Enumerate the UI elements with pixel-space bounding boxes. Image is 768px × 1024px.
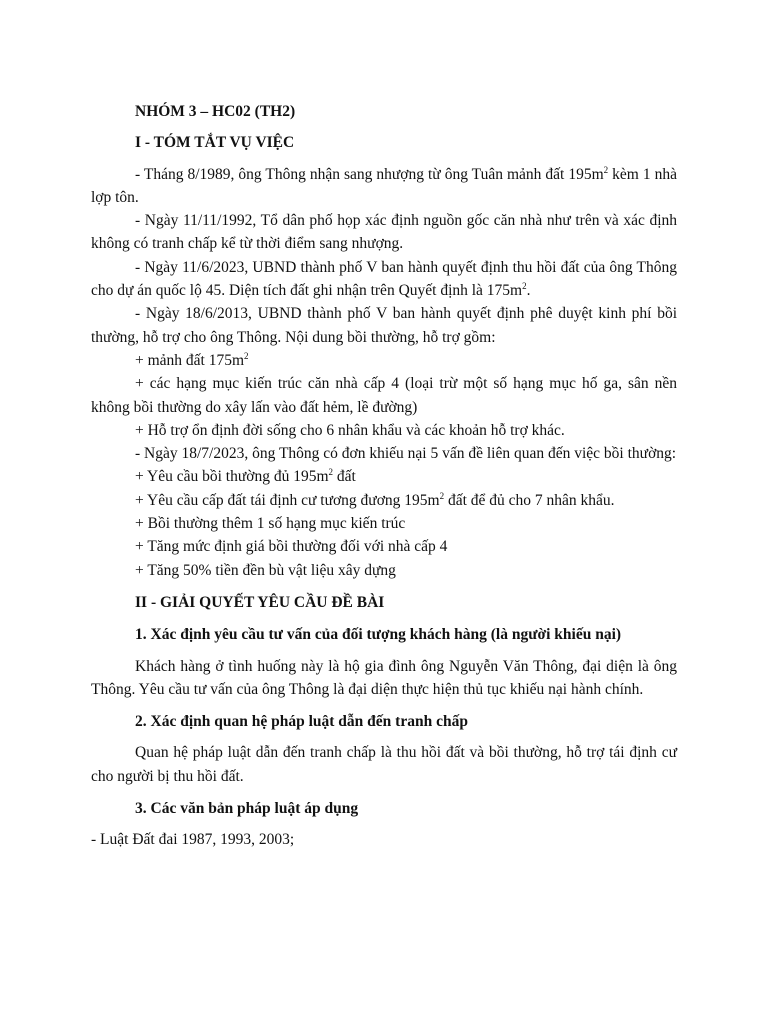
subheading-3: 3. Các văn bản pháp luật áp dụng (135, 800, 359, 818)
section-heading-2: II - GIẢI QUYẾT YÊU CẦU ĐỀ BÀI (135, 593, 385, 611)
list-item: + mảnh đất $175m^2$ (135, 350, 249, 369)
list-item: + Yêu cầu bồi thường đủ $195m^2$ đất (135, 467, 356, 486)
paragraph: Quan hệ pháp luật dẫn đến tranh chấp là thu hồi đất và bồi thường, hỗ trợ tái định cư cho người bị thu hồi đất. (91, 744, 677, 785)
list-item: + các hạng mục kiến trúc căn nhà cấp 4 (loại trừ một số hạng mục hố ga, sân nền không bồi thường do xây lấn vào đất hẻm, lề đường) (91, 375, 677, 416)
paragraph: - Ngày 18/6/2013, UBND thành phố V ban hành quyết định phê duyệt kinh phí bồi thường, hỗ trợ cho ông Thông. Nội dung bồi thường, hỗ trợ gồm: (91, 305, 677, 346)
list-item: + Yêu cầu cấp đất tái định cư tương đương $195m^2$ đất để đủ cho 7 nhân khẩu. (135, 490, 615, 509)
list-item: + Bồi thường thêm 1 số hạng mục kiến trúc (135, 515, 406, 533)
list-item: + Hỗ trợ ổn định đời sống cho 6 nhân khẩu và các khoản hỗ trợ khác. (135, 421, 565, 439)
list-item: + Tăng mức định giá bồi thường đối với nhà cấp 4 (135, 538, 448, 556)
doc-title: NHÓM 3 – HC02 (TH2) (135, 103, 296, 120)
subheading-1: 1. Xác định yêu cầu tư vấn của đối tượng khách hàng (là người khiếu nại) (135, 626, 622, 644)
paragraph: - Ngày 11/11/1992, Tổ dân phố họp xác định nguồn gốc căn nhà như trên và xác định không có tranh chấp kể từ thời điểm sang nhượng. (91, 212, 677, 253)
list-item: - Luật Đất đai 1987, 1993, 2003; (91, 831, 295, 849)
list-item: + Tăng 50% tiền đền bù vật liệu xây dựng (135, 561, 396, 579)
paragraph: - Tháng 8/1989, ông Thông nhận sang nhượng từ ông Tuân mảnh đất $195m^2$ kèm 1 nhà lợp tôn. (91, 164, 677, 206)
document-body (91, 100, 677, 852)
section-heading-1: I - TÓM TẮT VỤ VIỆC (135, 134, 295, 152)
paragraph: - Ngày 18/7/2023, ông Thông có đơn khiếu nại 5 vấn đề liên quan đến việc bồi thường: (135, 445, 677, 463)
subheading-2: 2. Xác định quan hệ pháp luật dẫn đến tranh chấp (135, 713, 468, 731)
paragraph: Khách hàng ở tình huống này là hộ gia đình ông Nguyễn Văn Thông, đại diện là ông Thông. Yêu cầu tư vấn của ông Thông là đại diện thực hiện thủ tục khiếu nại hành chính. (91, 657, 677, 698)
paragraph: - Ngày 11/6/2023, UBND thành phố V ban hành quyết định thu hồi đất của ông Thông cho dự án quốc lộ 45. Diện tích đất ghi nhận trên Quyết định là $175m^2$. (91, 258, 677, 300)
